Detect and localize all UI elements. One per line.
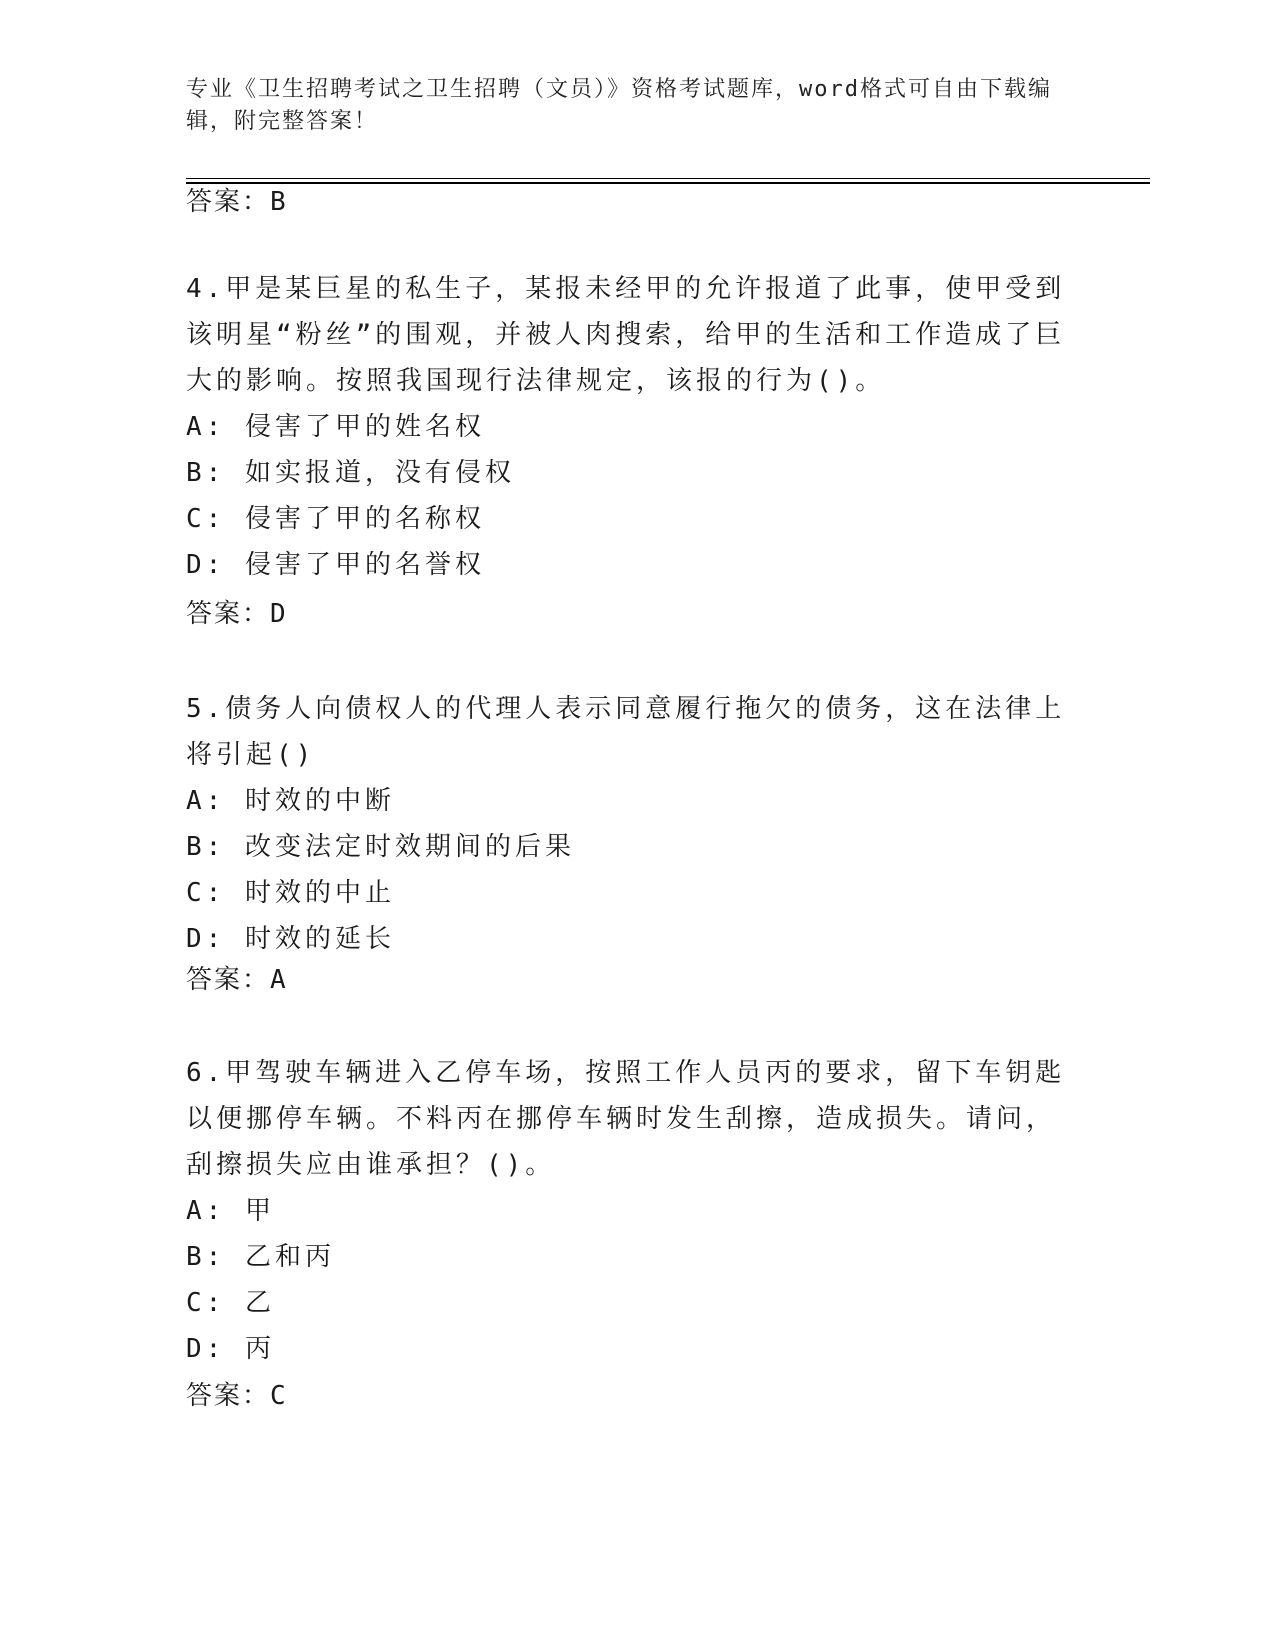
answer-line (186, 962, 288, 998)
question-block (186, 686, 1066, 962)
question-option: A: 甲 (186, 1196, 275, 1226)
question-option: D: 侵害了甲的名誉权 (186, 550, 485, 580)
question-option: A: 时效的中断 (186, 786, 395, 816)
question-stem: 6.甲驾驶车辆进入乙停车场，按照工作人员丙的要求，留下车钥匙以便挪停车辆。不料丙在挪停车辆时发生刮擦，造成损失。请问，刮擦损失应由谁承担？()。 (186, 1058, 1066, 1180)
answer-line (186, 184, 288, 220)
question-option: A: 侵害了甲的姓名权 (186, 412, 485, 442)
question-option: B: 乙和丙 (186, 1242, 335, 1272)
answer-label: 答案： (186, 1381, 271, 1411)
question-stem: 5.债务人向债权人的代理人表示同意履行拖欠的债务，这在法律上将引起() (186, 694, 1066, 770)
question-block (186, 266, 1066, 588)
question-stem: 4.甲是某巨星的私生子，某报未经甲的允许报道了此事，使甲受到该明星“粉丝”的围观，并被人肉搜索，给甲的生活和工作造成了巨大的影响。按照我国现行法律规定，该报的行为()。 (186, 274, 1066, 396)
answer-value: A (270, 965, 288, 995)
document-header: 专业《卫生招聘考试之卫生招聘（文员）》资格考试题库，word格式可自由下载编辑，附完整答案！ (186, 77, 1052, 134)
answer-value: C (270, 1381, 288, 1411)
question-option: C: 侵害了甲的名称权 (186, 504, 485, 534)
answer-label: 答案： (186, 965, 271, 995)
answer-value: D (270, 599, 288, 629)
header-rule-thick (186, 182, 1150, 184)
question-option: D: 时效的延长 (186, 924, 395, 954)
answer-line (186, 1378, 288, 1414)
answer-label: 答案： (186, 599, 271, 629)
question-option: C: 时效的中止 (186, 878, 395, 908)
header-rule-thin (186, 178, 1150, 179)
question-option: D: 丙 (186, 1334, 275, 1364)
question-option: B: 如实报道，没有侵权 (186, 458, 515, 488)
answer-line (186, 596, 288, 632)
question-option: C: 乙 (186, 1288, 275, 1318)
question-block (186, 1050, 1066, 1372)
question-option: B: 改变法定时效期间的后果 (186, 832, 575, 862)
answer-value: B (270, 187, 288, 217)
answer-label: 答案： (186, 187, 271, 217)
